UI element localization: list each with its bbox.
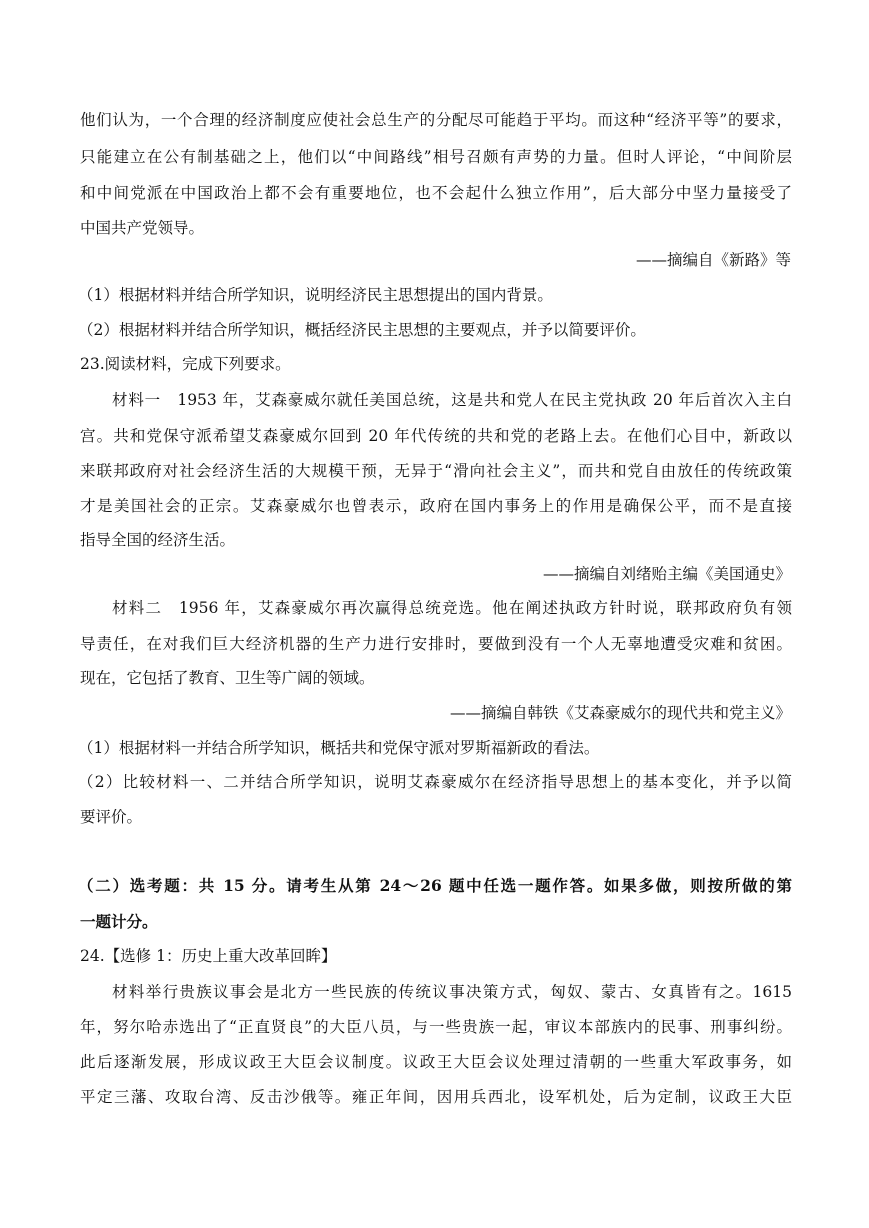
material-two-line: 导责任，在对我们巨大经济机器的生产力进行安排时，要做到没有一个人无辜地遭受灾难和贫困。	[80, 635, 792, 653]
source-citation: ——摘编自《新路》等	[635, 251, 791, 269]
question-23-2: （2）比较材料一、二并结合所学知识，说明艾森豪威尔在经济指导思想上的基本变化，并予以简	[78, 773, 792, 791]
material-line: 平定三藩、攻取台湾、反击沙俄等。雍正年间，因用兵西北，设军机处，后为定制，议政王大臣	[80, 1088, 792, 1106]
material-one-line: 指导全国的经济生活。	[80, 531, 236, 549]
material-one-line: 来联邦政府对社会经济生活的大规模干预，无异于“滑向社会主义”，而共和党自由放任的传统政策	[80, 462, 792, 480]
material-line: 材料举行贵族议事会是北方一些民族的传统议事决策方式，匈奴、蒙古、女真皆有之。1615	[112, 983, 792, 1001]
question-22-1: （1）根据材料并结合所学知识，说明经济民主思想提出的国内背景。	[78, 286, 553, 304]
question-24-heading: 24.【选修 1：历史上重大改革回眸】	[80, 947, 337, 965]
question-23-heading: 23.阅读材料，完成下列要求。	[80, 355, 291, 373]
question-22-2: （2）根据材料并结合所学知识，概括经济民主思想的主要观点，并予以简要评价。	[78, 321, 646, 339]
paragraph-line: 他们认为，一个合理的经济制度应使社会总生产的分配尽可能趋于平均。而这种“经济平等”的要求，	[80, 111, 792, 129]
source-citation: ——摘编自刘绪贻主编《美国通史》	[542, 565, 791, 583]
source-citation: ——摘编自韩铁《艾森豪威尔的现代共和党主义》	[449, 704, 791, 722]
material-one-line: 材料一 1953 年，艾森豪威尔就任美国总统，这是共和党人在民主党执政 20 年后首次入主白	[112, 391, 792, 409]
material-two-line: 现在，它包括了教育、卫生等广阔的领域。	[80, 669, 375, 687]
paragraph-line: 只能建立在公有制基础之上，他们以“中间路线”相号召颇有声势的力量。但时人评论，“中间阶层	[80, 148, 792, 166]
paragraph-line: 和中间党派在中国政治上都不会有重要地位，也不会起什么独立作用”，后大部分中坚力量接受了	[80, 184, 792, 202]
question-23-1: （1）根据材料一并结合所学知识，概括共和党保守派对罗斯福新政的看法。	[78, 739, 600, 757]
material-one-line: 宫。共和党保守派希望艾森豪威尔回到 20 年代传统的共和党的老路上去。在他们心目中，新政以	[80, 427, 792, 445]
section-heading: （二）选考题：共 15 分。请考生从第 24～26 题中任选一题作答。如果多做，则按所做的第	[78, 876, 792, 895]
paragraph-line: 中国共产党领导。	[80, 219, 205, 237]
material-line: 年，努尔哈赤选出了“正直贤良”的大臣八员，与一些贵族一起，审议本部族内的民事、刑事纠纷。	[80, 1018, 792, 1036]
material-one-line: 才是美国社会的正宗。艾森豪威尔也曾表示，政府在国内事务上的作用是确保公平，而不是直接	[80, 497, 792, 515]
section-heading-cont: 一题计分。	[80, 912, 158, 931]
question-23-2-cont: 要评价。	[80, 808, 143, 826]
material-line: 此后逐渐发展，形成议政王大臣会议制度。议政王大臣会议处理过清朝的一些重大军政事务，如	[80, 1053, 792, 1071]
material-two-line: 材料二 1956 年，艾森豪威尔再次赢得总统竞选。他在阐述执政方针时说，联邦政府负有领	[112, 599, 792, 617]
